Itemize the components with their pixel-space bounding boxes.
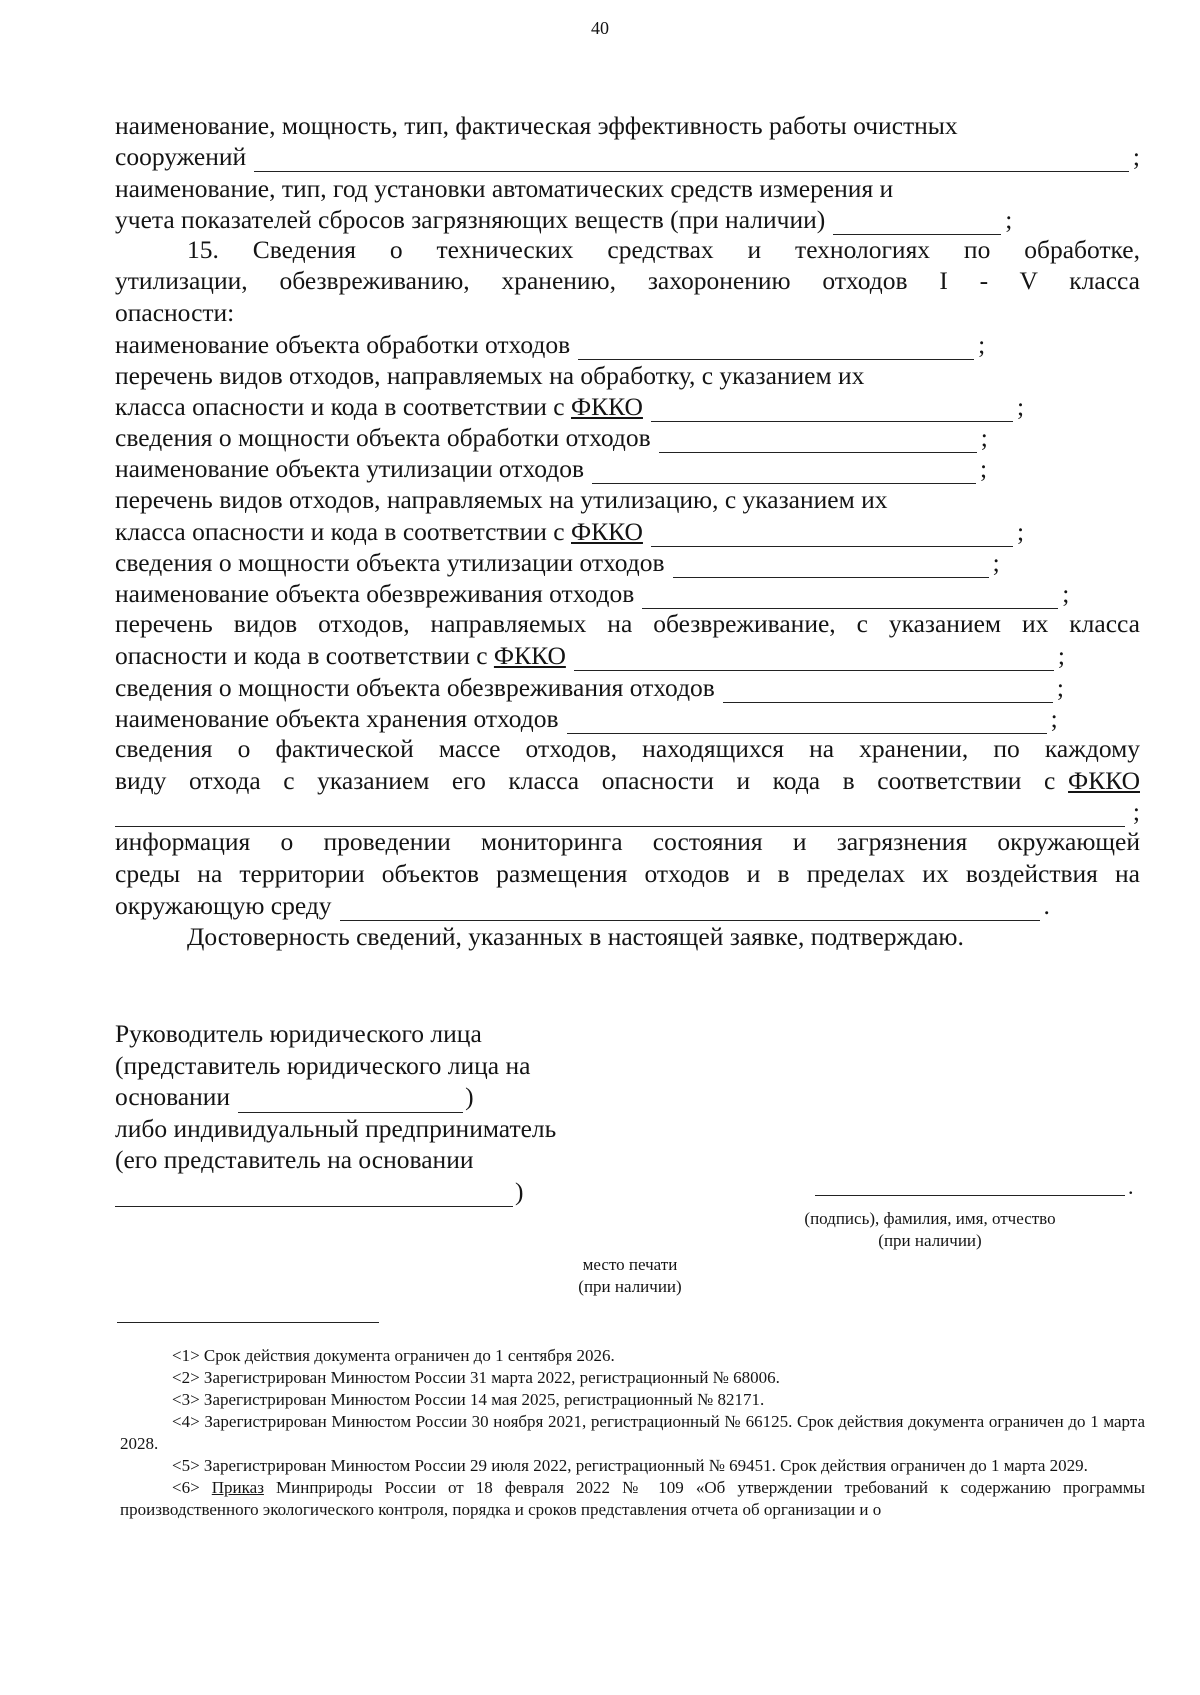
line-neutralization-capacity: сведения о мощности объекта обезвреживания отходов ;: [115, 672, 1064, 702]
affirmation-statement: Достоверность сведений, указанных в настоящей заявке, подтверждаю.: [187, 922, 964, 952]
line-monitoring-territory: среды на территории объектов размещения отходов и в пределах их воздействия на: [115, 858, 1140, 888]
line-processing-object: наименование объекта обработки отходов ;: [115, 329, 986, 359]
fkko-link[interactable]: ФККО: [493, 641, 566, 671]
storage-object-field[interactable]: [567, 709, 1047, 734]
signatory-line-5: (его представитель на основании: [115, 1145, 474, 1174]
line-utilization-capacity: сведения о мощности объекта утилизации отходов ;: [115, 547, 1000, 577]
line-storage-blank: ;: [115, 796, 1140, 827]
basis-field-2[interactable]: [115, 1182, 513, 1207]
line-auto-measurement: наименование, тип, год установки автоматических средств измерения и: [115, 173, 894, 203]
line-storage-mass: сведения о фактической массе отходов, находящихся на хранении, по каждому: [115, 733, 1140, 763]
utilization-fkko-field[interactable]: [651, 522, 1013, 547]
line-treatment-facilities: наименование, мощность, тип, фактическая эффективность работы очистных: [115, 111, 958, 141]
fkko-link[interactable]: ФККО: [1068, 766, 1140, 796]
line-processing-waste-list: перечень видов отходов, направляемых на обработку, с указанием их: [115, 360, 865, 390]
fkko-link[interactable]: ФККО: [571, 516, 643, 546]
storage-mass-field[interactable]: [115, 802, 1125, 827]
footnotes: [120, 1345, 1145, 1521]
footnote-6: <6> Приказ Минприроды России от 18 февраля 2022 № 109 «Об утверждении требований к содержанию программы производственного экологического контроля, порядка и сроков представления отчета об организации и о: [120, 1478, 1146, 1519]
signatory-line-6: ): [115, 1176, 556, 1208]
footnote-3: <3> Зарегистрирован Минюстом России 14 мая 2025, регистрационный № 82171.: [172, 1390, 765, 1409]
neutralization-capacity-field[interactable]: [723, 678, 1053, 703]
signature-field[interactable]: [815, 1195, 1125, 1196]
stamp-caption: место печати (при наличии): [578, 1255, 682, 1296]
footnote-divider: [117, 1322, 379, 1323]
section-15-heading: 15. Сведения о технических средствах и технологиях по обработке,: [187, 234, 1140, 264]
treatment-facilities-field[interactable]: [254, 147, 1129, 172]
footnote-5: <5> Зарегистрирован Минюстом России 29 июля 2022, регистрационный № 69451. Срок действия ограничен до 1 марта 2029.: [172, 1456, 1088, 1475]
line-processing-capacity: сведения о мощности объекта обработки отходов ;: [115, 423, 988, 453]
utilization-capacity-field[interactable]: [673, 553, 989, 578]
section-15-line-2: утилизации, обезвреживанию, хранению, захоронению отходов I - V класса: [115, 265, 1140, 295]
line-storage-fkko: виду отхода с указанием его класса опасности и кода в соответствии с ФККО: [115, 766, 1140, 796]
signatory-block: [115, 1018, 556, 1207]
processing-capacity-field[interactable]: [659, 428, 977, 453]
signature-caption: (подпись), фамилия, имя, отчество (при наличии): [804, 1209, 1056, 1250]
neutralization-object-field[interactable]: [642, 584, 1058, 609]
line-neutralization-object: наименование объекта обезвреживания отходов ;: [115, 579, 1070, 608]
signatory-line-2: (представитель юридического лица на: [115, 1050, 531, 1080]
footnote-1: <1> Срок действия документа ограничен до 1 сентября 2026.: [172, 1346, 615, 1365]
line-processing-fkko: класса опасности и кода в соответствии с ФККО ;: [115, 391, 1025, 421]
line-discharge-accounting: учета показателей сбросов загрязняющих веществ (при наличии) ;: [115, 204, 1013, 234]
line-monitoring-info: информация о проведении мониторинга состояния и загрязнения окружающей: [115, 827, 1140, 857]
application-form-body: [115, 110, 1140, 952]
line-neutralization-fkko: опасности и кода в соответствии с ФККО ;: [115, 641, 1065, 671]
monitoring-field[interactable]: [340, 896, 1040, 921]
signature-period: .: [1128, 1174, 1134, 1199]
page-number: 40: [591, 18, 609, 38]
line-facilities-blank: сооружений ;: [115, 142, 1140, 172]
signatory-line-1: Руководитель юридического лица: [115, 1019, 482, 1048]
processing-fkko-field[interactable]: [651, 397, 1013, 422]
order-link[interactable]: Приказ: [211, 1478, 264, 1497]
signatory-line-4: либо индивидуальный предприниматель: [115, 1113, 557, 1143]
neutralization-fkko-field[interactable]: [574, 646, 1054, 671]
line-utilization-object: наименование объекта утилизации отходов ;: [115, 454, 988, 484]
line-utilization-fkko: класса опасности и кода в соответствии с ФККО ;: [115, 516, 1025, 546]
utilization-object-field[interactable]: [592, 459, 976, 484]
line-utilization-waste-list: перечень видов отходов, направляемых на утилизацию, с указанием их: [115, 485, 888, 515]
signatory-line-3: основании ): [115, 1082, 474, 1111]
auto-measurement-field[interactable]: [833, 210, 1001, 235]
line-neutralization-waste-list: перечень видов отходов, направляемых на обезвреживание, с указанием их класса: [115, 609, 1140, 638]
line-storage-object: наименование объекта хранения отходов ;: [115, 703, 1058, 733]
line-monitoring-environment: окружающую среду .: [115, 890, 1050, 920]
footnote-4: <4> Зарегистрирован Минюстом России 30 ноября 2021, регистрационный № 66125. Срок действия документа ограничен до 1 марта 2028.: [120, 1412, 1145, 1453]
footnote-2: <2> Зарегистрирован Минюстом России 31 марта 2022, регистрационный № 68006.: [172, 1368, 780, 1387]
processing-object-field[interactable]: [578, 335, 974, 360]
section-15-line-3: опасности:: [115, 298, 235, 328]
basis-field-1[interactable]: [238, 1088, 463, 1113]
fkko-link[interactable]: ФККО: [571, 391, 643, 421]
